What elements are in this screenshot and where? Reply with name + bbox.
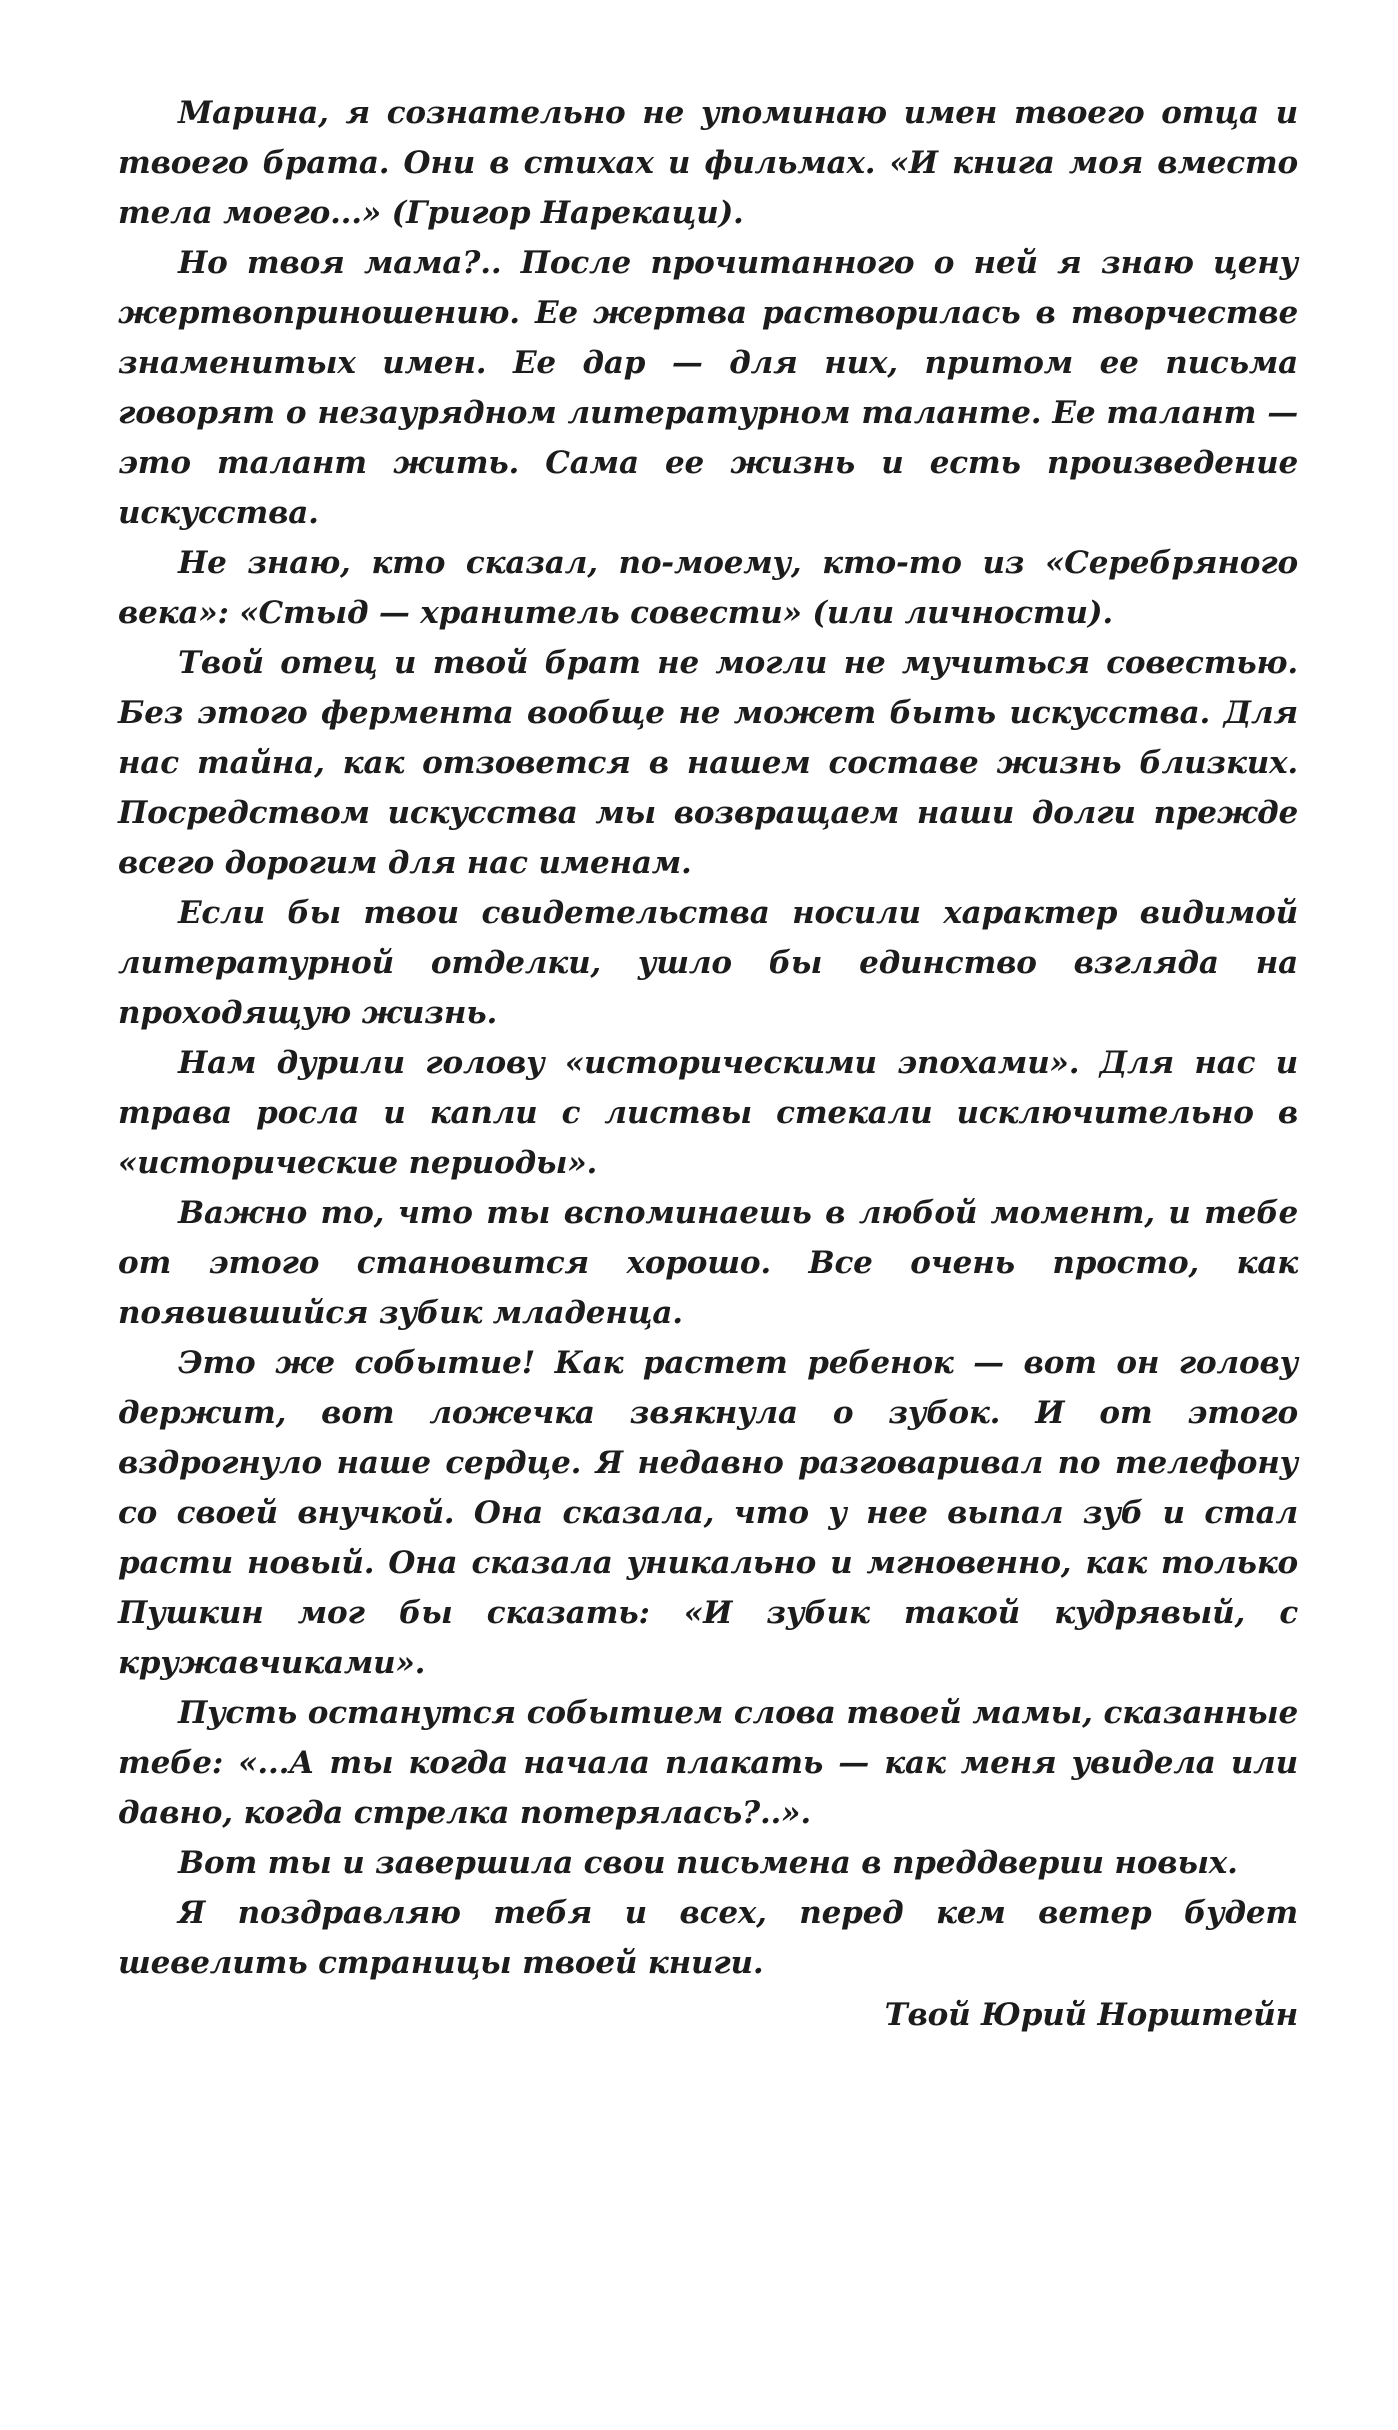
paragraph: Не знаю, кто сказал, по-моему, кто-то из «Серебряного века»: «Стыд — хранитель совести» (или личности). — [118, 545, 1298, 631]
paragraph: Если бы твои свидетельства носили характер видимой литературной отделки, ушло бы единство взгляда на проходящую жизнь. — [118, 895, 1298, 1031]
paragraph: Важно то, что ты вспоминаешь в любой момент, и тебе от этого становится хорошо. Все очень просто, как появившийся зубик младенца. — [118, 1195, 1298, 1331]
paragraph: Я поздравляю тебя и всех, перед кем ветер будет шевелить страницы твоей книги. — [118, 1895, 1298, 1981]
paragraph: Твой отец и твой брат не могли не мучиться совестью. Без этого фермента вообще не может быть искусства. Для нас тайна, как отзовется в нашем составе жизнь близких. Посредством искусства мы возвращаем наши долги прежде всего дорогим для нас именам. — [118, 645, 1298, 881]
paragraph: Вот ты и завершила свои письмена в преддверии новых. — [178, 1845, 1238, 1881]
paragraph: Но твоя мама?.. После прочитанного о ней я знаю цену жертвоприношению. Ее жертва растворилась в творчестве знаменитых имен. Ее дар — для них, притом ее письма говорят о незаурядном литературном таланте. Ее талант — это талант жить. Сама ее жизнь и есть произведение искусства. — [118, 245, 1298, 531]
paragraph: Это же событие! Как растет ребенок — вот он голову держит, вот ложечка звякнула о зубок. И от этого вздрогнуло наше сердце. Я недавно разговаривал по телефону со своей внучкой. Она сказала, что у нее выпал зуб и стал расти новый. Она сказала уникально и мгновенно, как только Пушкин мог бы сказать: «И зубик такой кудрявый, с кружавчиками». — [118, 1345, 1298, 1681]
paragraph: Пусть останутся событием слова твоей мамы, сказанные тебе: «...А ты когда начала плакать — как меня увидела или давно, когда стрелка потерялась?..». — [118, 1695, 1298, 1831]
letter-body — [118, 88, 1298, 2040]
signature: Твой Юрий Норштейн — [884, 1997, 1298, 2033]
paragraph: Марина, я сознательно не упоминаю имен твоего отца и твоего брата. Они в стихах и фильмах. «И книга моя вместо тела моего...» (Григор Нарекаци). — [118, 95, 1298, 231]
paragraph: Нам дурили голову «историческими эпохами». Для нас и трава росла и капли с листвы стекали исключительно в «исторические периоды». — [118, 1045, 1298, 1181]
